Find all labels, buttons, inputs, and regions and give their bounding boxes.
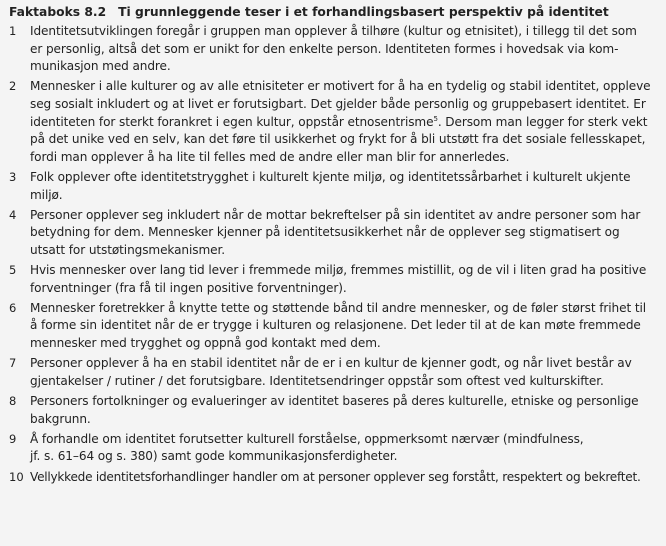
- factbox-title: [9, 3, 658, 21]
- item-number: 7: [9, 356, 17, 371]
- list-item: [9, 431, 658, 466]
- item-number: 5: [9, 263, 17, 278]
- item-text: Personers fortolkninger og evalueringer av identitet baseres på deres kulturelle, etniske og personlige bakgrunn.: [30, 394, 639, 426]
- item-text: [30, 78, 658, 166]
- item-number: 10: [9, 469, 24, 484]
- factbox-label: Faktaboks 8.2: [9, 5, 107, 19]
- list-item: [9, 207, 658, 260]
- item-number: 6: [9, 300, 17, 315]
- item-text: Personer opplever seg inkludert når de mottar bekreftelser på sin identitet av andre personer som har betydning for dem. Mennesker kjenner på identitetsusikkerhet når de opplever seg stigmatisert og utsatt for utstøtingsmekanismer.: [30, 207, 641, 257]
- thesis-list: [9, 23, 658, 486]
- item-text: Personer opplever å ha en stabil identitet når de er i en kultur de kjenner godt, og når livet består av gjentakelser / rutiner / det forutsigbare. Identitetsendringer oppstår som oftest ved kulturskifter.: [30, 356, 632, 388]
- list-item: [9, 393, 658, 428]
- item-text-part: Mennesker i alle kulturer og av alle etnisiteter er motivert for å ha en tydelig og stabil identitet, oppleve seg sosialt inkludert og at livet er forutsigbart. Det gjelder både personlig og gruppebasert identitet. Er identiteten for sterkt forankret i egen kultur, oppstår etnosentrisme: [30, 79, 651, 129]
- factbox-heading: Ti grunnleggende teser i et forhandlingsbasert perspektiv på identitet: [118, 5, 609, 19]
- item-text: Mennesker foretrekker å knytte tette og støttende bånd til andre mennesker, og de føler størst frihet til å forme sin identitet når de er trygge i kulturen og relasjonene. Det leder til at de kan møte fremmede mennesker med trygghet og oppnå god kontakt med dem.: [30, 300, 647, 351]
- item-number: 3: [9, 169, 17, 184]
- item-number: 9: [9, 431, 17, 446]
- item-text: Hvis mennesker over lang tid lever i fremmede miljø, fremmes mistillit, og de vil i liten grad ha positive forventninger (fra få til ingen positive forventninger).: [30, 263, 647, 295]
- list-item: [9, 23, 658, 76]
- list-item: [9, 300, 658, 353]
- item-number: 8: [9, 394, 17, 409]
- list-item: [9, 169, 658, 204]
- item-number: 2: [9, 79, 17, 94]
- item-number: 1: [9, 24, 17, 38]
- list-item: [9, 262, 658, 297]
- footnote-marker: 5: [433, 114, 438, 123]
- item-text: Vellykkede identitetsforhandlinger handler om at personer opplever seg forstått, respektert og bekreftet.: [30, 469, 641, 484]
- item-text-part: . Dersom man legger for sterk vekt på det unike ved en selv, kan det føre til usikkerhet og frykt for å bli utstøtt fra det sosiale fellesskapet, fordi man opplever å ha lite til felles med de andre eller man blir for annerledes.: [30, 114, 648, 164]
- list-item: [9, 78, 658, 166]
- item-number: 4: [9, 207, 17, 222]
- item-text: Å forhandle om identitet forutsetter kulturell forståelse, oppmerksomt nærvær (mindfulness, jf. s. 61–64 og s. 380) samt gode kommunikasjonsferdigheter.: [30, 431, 584, 464]
- list-item: [9, 355, 658, 390]
- list-item: [9, 469, 658, 487]
- item-text: Identitetsutviklingen foregår i gruppen man opplever å tilhøre (kultur og etnisitet), i tillegg til det som er personlig, altså det som er unikt for den enkelte person. Identiteten formes i hovedsak via kom- munikasjon med andre.: [30, 24, 637, 74]
- item-text: Folk opplever ofte identitetstrygghet i kulturelt kjente miljø, og identitetssårbarhet i kulturelt ukjente miljø.: [30, 169, 631, 202]
